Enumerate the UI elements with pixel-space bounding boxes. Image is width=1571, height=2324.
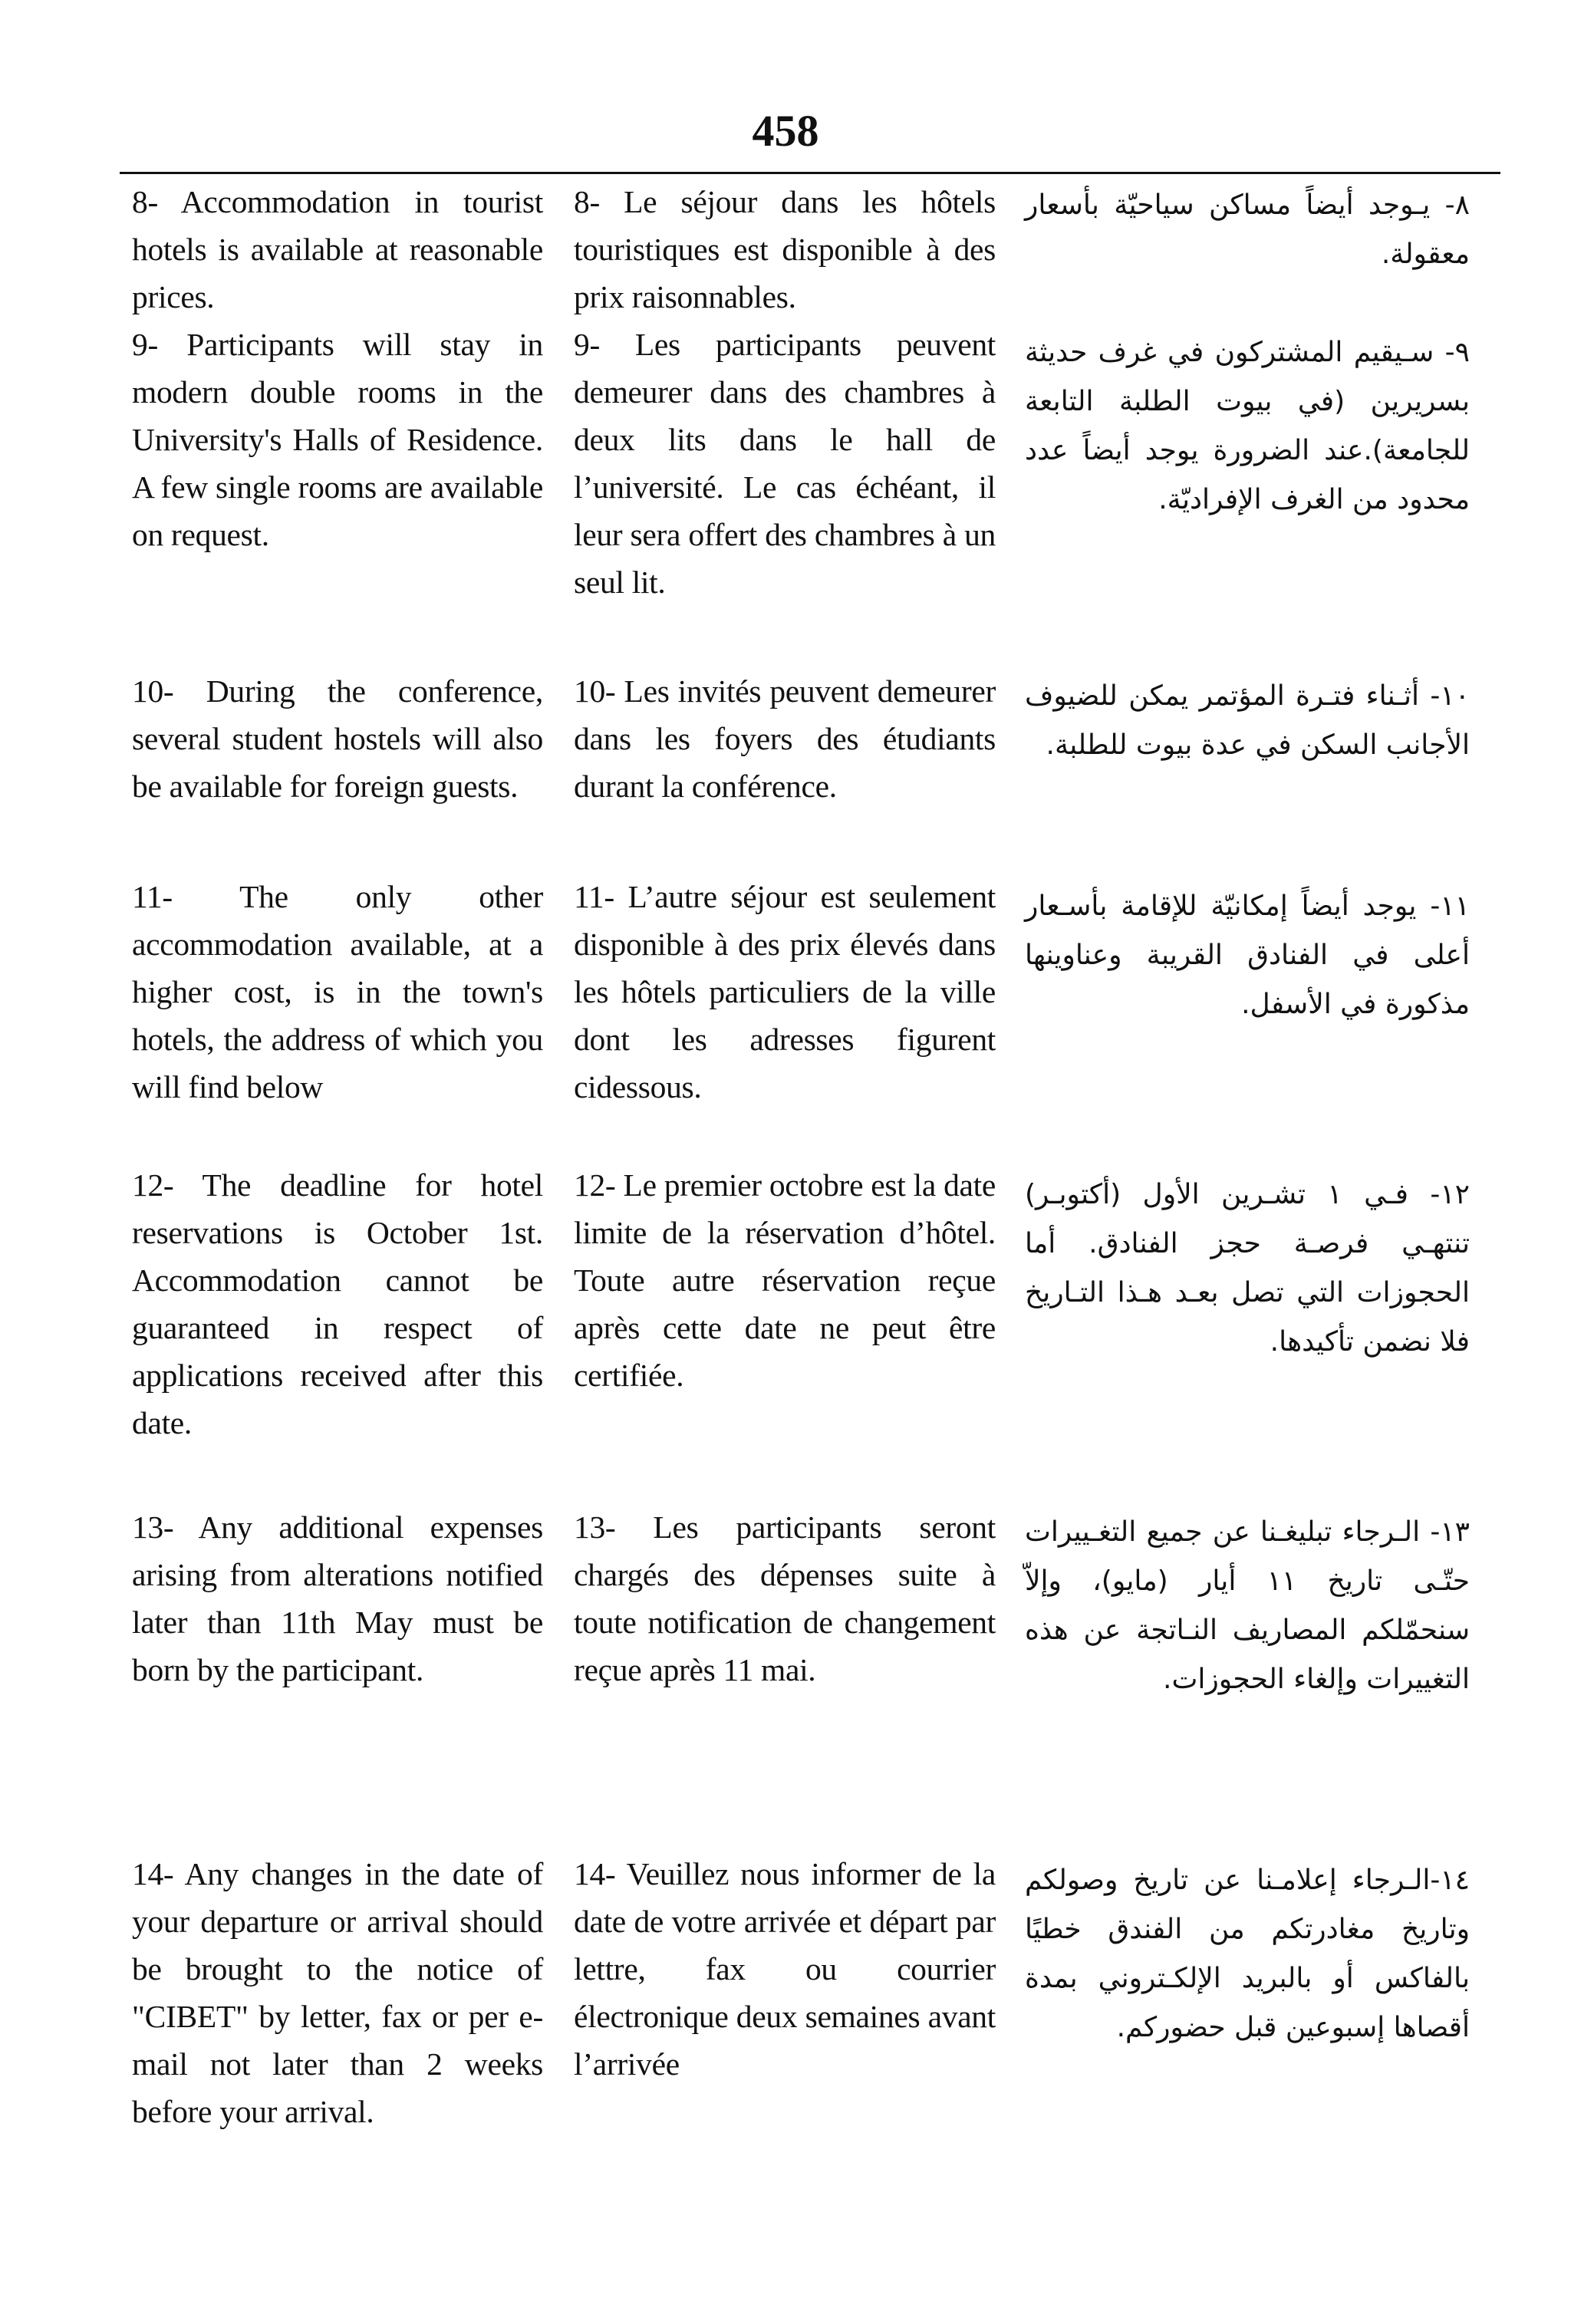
item-9-french [574, 321, 996, 606]
item-13-arabic [1025, 1508, 1470, 1704]
item-14-french-text: 14- Veuillez nous informer de la date de votre arrivée et départ par lettre, fax ou courrier électronique deux semaines avant l’arrivée [574, 1856, 996, 2082]
item-10-english-text: 10- During the conference, several student hostels will also be available for foreign guests. [132, 673, 543, 804]
item-8-english [132, 178, 543, 321]
item-10-arabic [1025, 672, 1470, 770]
item-11-french-text: 11- L’autre séjour est seulement disponible à des prix élevés dans les hôtels particuliers de la ville dont les adresses figurent cidessous. [574, 879, 996, 1104]
item-13-french [574, 1503, 996, 1694]
item-12-french [574, 1161, 996, 1399]
item-10-french-text: 10- Les invités peuvent demeurer dans les foyers des étudiants durant la conférence. [574, 673, 996, 804]
item-9-english-text: 9- Participants will stay in modern double rooms in the University's Halls of Residence. A few single rooms are available on request. [132, 327, 543, 552]
item-13-french-text: 13- Les participants seront chargés des dépenses suite à toute notification de changement reçue après 11 mai. [574, 1509, 996, 1687]
page-number: 458 [752, 106, 819, 156]
item-9-french-text: 9- Les participants peuvent demeurer dans des chambres à deux lits dans le hall de l’université. Le cas échéant, il leur sera offert des chambres à un seul lit. [574, 327, 996, 600]
item-11-english [132, 873, 543, 1111]
header-rule [120, 172, 1500, 174]
item-10-english [132, 667, 543, 810]
item-13-arabic-text: ١٣- الـرجاء تبليغـنا عن جميع التغـييرات حتّـى تاريخ ١١ أيار (مايو)، وإلاّ سنحمّلكم المصاريف النـاتجة عن هذه التغييرات وإلغاء الحجوزات. [1025, 1516, 1471, 1695]
item-12-french-text: 12- Le premier octobre est la date limite de la réservation d’hôtel. Toute autre réservation reçue après cette date ne peut être certifiée. [574, 1167, 996, 1393]
item-14-english-text: 14- Any changes in the date of your departure or arrival should be brought to the notice of "CIBET" by letter, fax or per e-mail not later than 2 weeks before your arrival. [132, 1856, 543, 2129]
item-13-english-text: 13- Any additional expenses arising from alterations notified later than 11th May must be born by the participant. [132, 1509, 543, 1687]
item-14-arabic [1025, 1856, 1470, 2052]
item-14-french [574, 1850, 996, 2088]
item-8-arabic-text: ٨- يـوجد أيضاً مساكن سياحيّة بأسعار معقولة. [1025, 189, 1470, 270]
item-14-english [132, 1850, 543, 2135]
item-12-arabic-text: ١٢- فـي ١ تشـرين الأول (أكتوبـر) تنتهـي فرصـة حجز الفنادق. أما الحجوزات التي تصل بعـد هـذا التـاريخ فلا نضمن تأكيدها. [1025, 1179, 1470, 1358]
item-12-arabic [1025, 1170, 1470, 1367]
item-11-english-text: 11- The only other accommodation available, at a higher cost, is in the town's hotels, the address of which you will find below [132, 879, 543, 1104]
item-9-arabic [1025, 328, 1470, 525]
item-9-english [132, 321, 543, 558]
item-12-english-text: 12- The deadline for hotel reservations is October 1st. Accommodation cannot be guaranteed in respect of applications received after this date. [132, 1167, 543, 1440]
item-8-english-text: 8- Accommodation in tourist hotels is available at reasonable prices. [132, 184, 543, 314]
item-14-arabic-text: ١٤-الـرجاء إعلامـنا عن تاريخ وصولكم وتاريخ مغادرتكم من الفندق خطيًا بالفاكس أو بالبريد الإلكـتروني بمدة أقصاها إسبوعين قبل حضوركم. [1025, 1865, 1470, 2043]
item-8-french [574, 178, 996, 321]
item-11-arabic [1025, 882, 1470, 1029]
item-10-arabic-text: ١٠- أثـناء فتـرة المؤتمر يمكن للضيوف الأجانب السكن في عدة بيوت للطلبة. [1025, 680, 1470, 761]
item-10-french [574, 667, 996, 810]
item-11-arabic-text: ١١- يوجد أيضاً إمكانيّة للإقامة بأسـعار أعلى في الفنادق القريبة وعناوينها مذكورة في الأسفل. [1025, 890, 1470, 1020]
item-9-arabic-text: ٩- سـيقيم المشتركون في غرف حديثة بسريرين (في بيوت الطلبة التابعة للجامعة).عند الضرورة يوجد أيضاً عدد محدود من الغرف الإفراديّة. [1025, 337, 1470, 515]
item-8-french-text: 8- Le séjour dans les hôtels touristiques est disponible à des prix raisonnables. [574, 184, 996, 314]
item-11-french [574, 873, 996, 1111]
item-12-english [132, 1161, 543, 1447]
item-13-english [132, 1503, 543, 1694]
item-8-arabic [1025, 181, 1470, 279]
